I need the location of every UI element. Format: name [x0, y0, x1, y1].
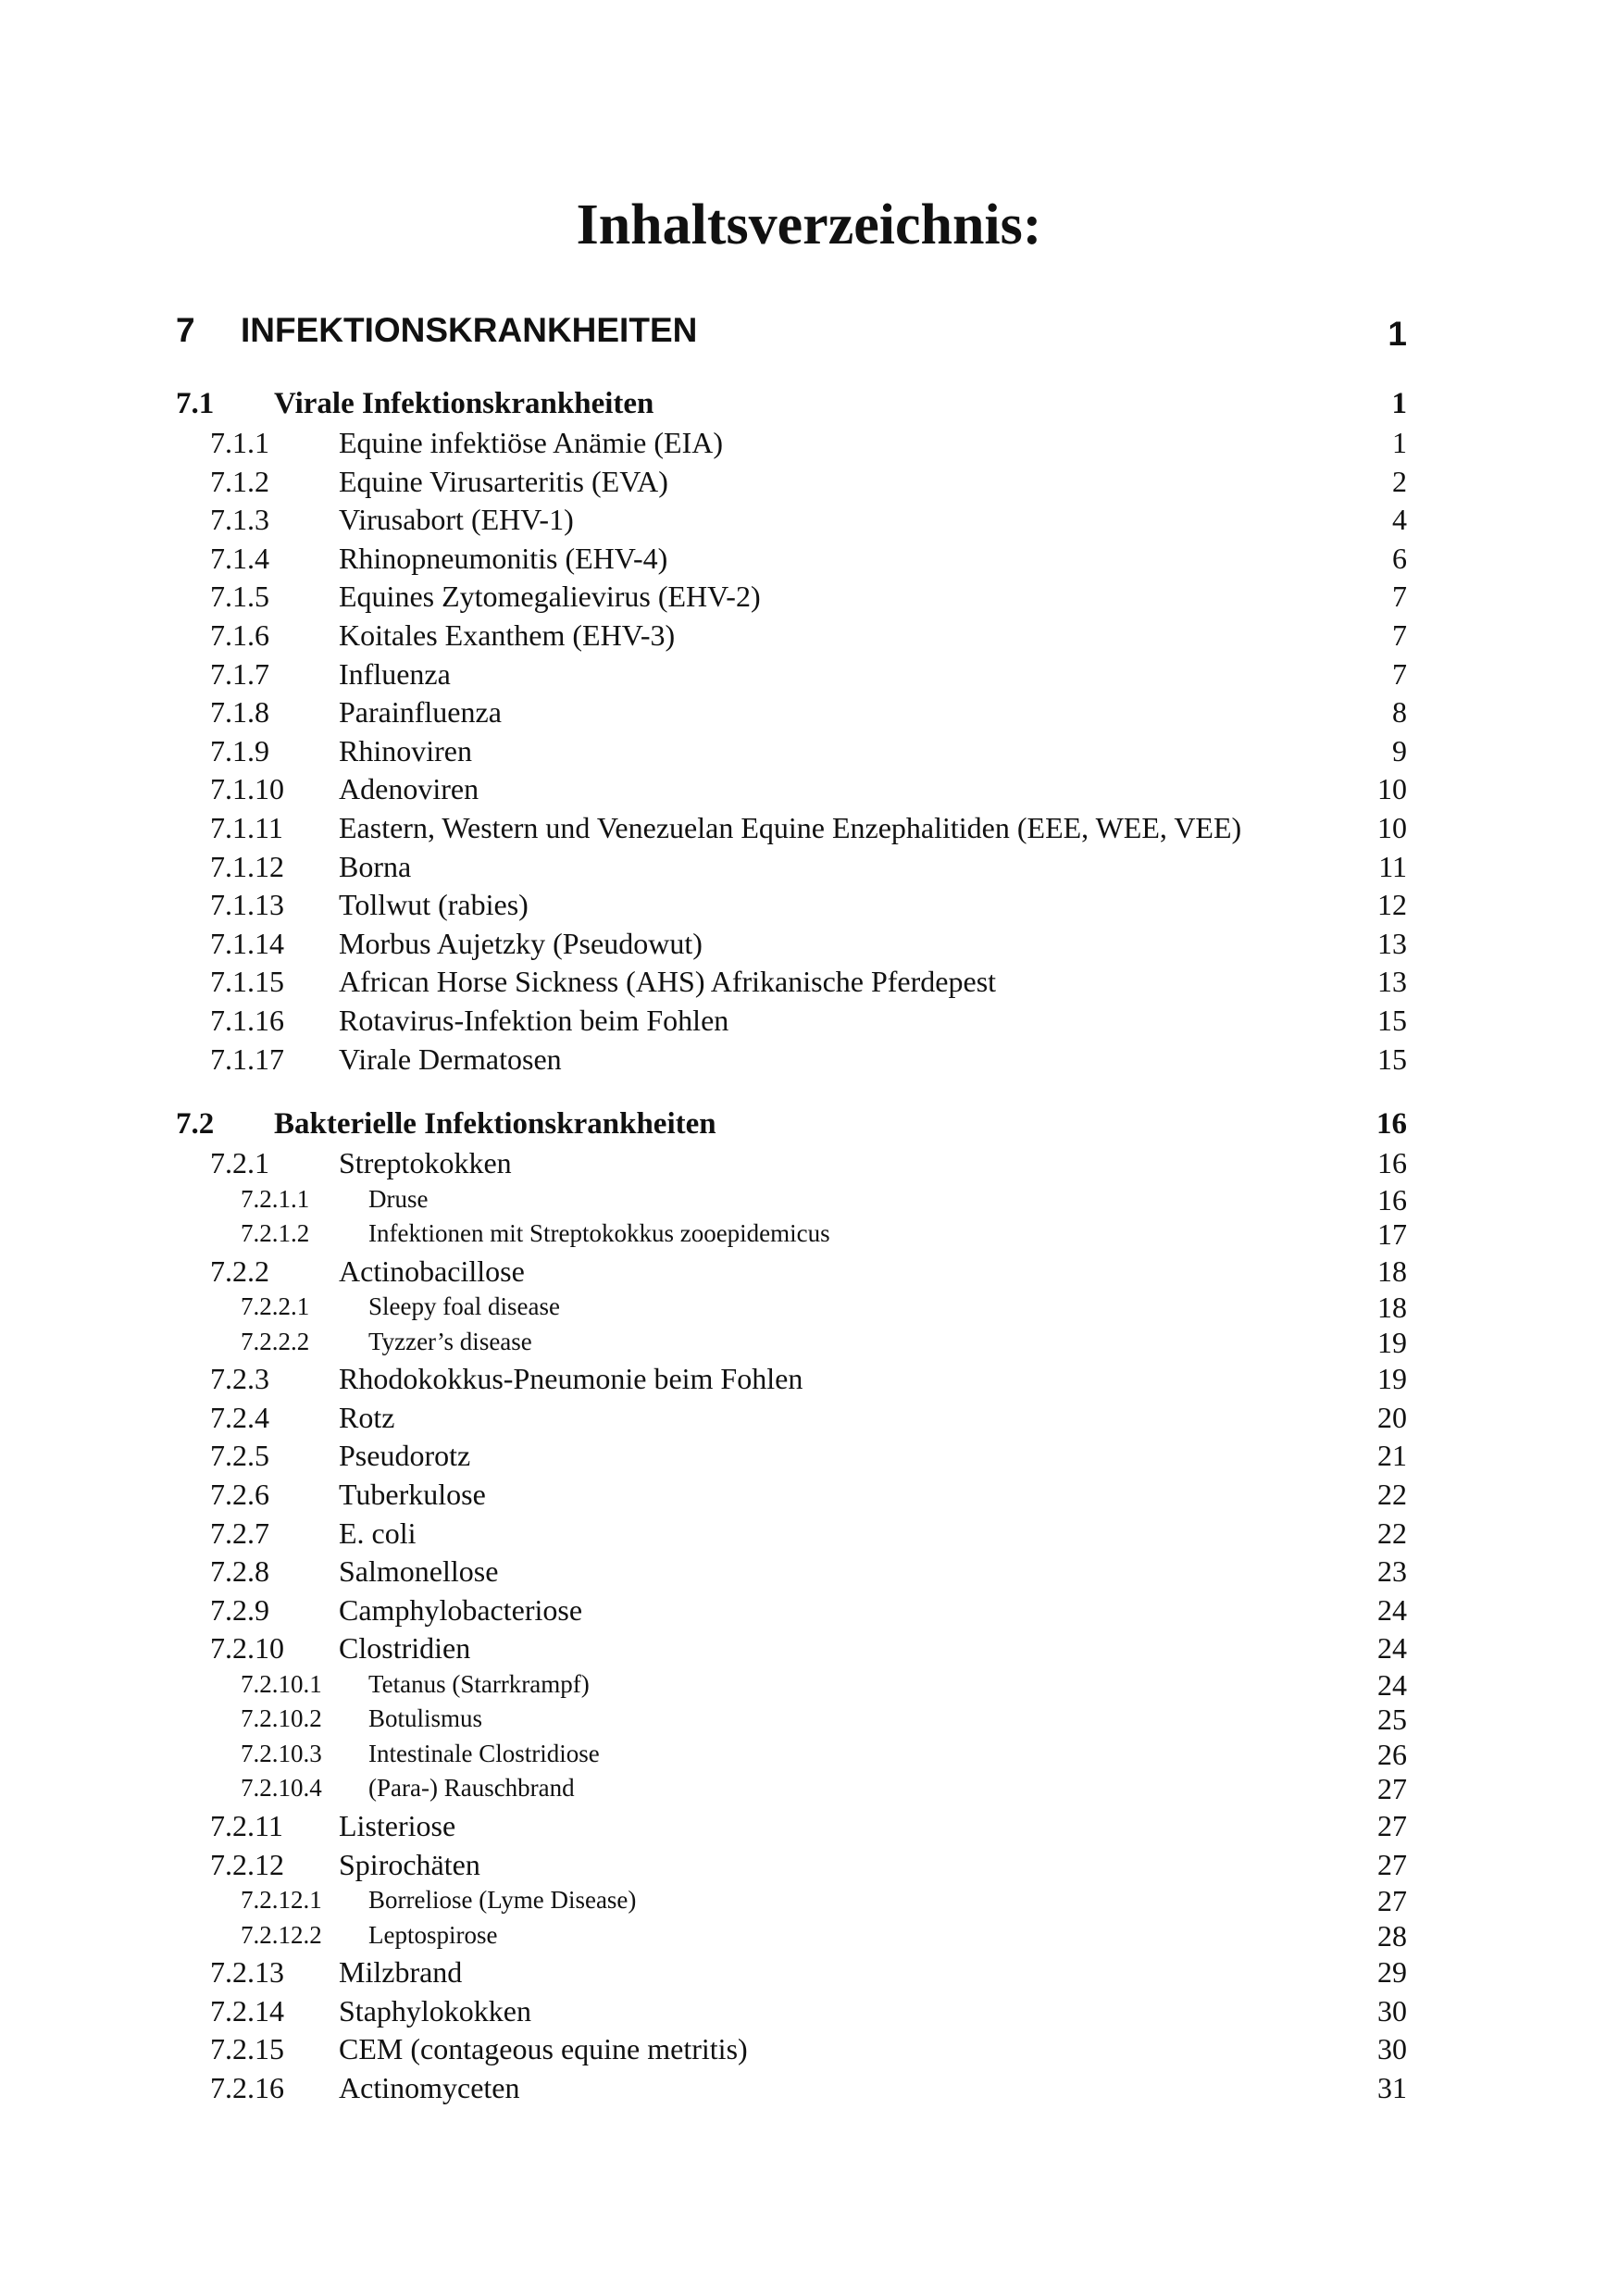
toc-entry — [176, 1439, 1407, 1478]
entry-title: Spirochäten — [339, 1847, 480, 1881]
entry-page: 24 — [1377, 1631, 1407, 1666]
entry-number: 7.2.11 — [210, 1808, 283, 1842]
toc-entry — [176, 965, 1407, 1004]
entry-page: 1 — [1392, 426, 1407, 459]
entry-page: 17 — [1377, 1217, 1407, 1252]
toc-entry — [176, 1886, 1407, 1921]
entry-page: 23 — [1377, 1554, 1407, 1589]
entry-number: 7.2.1 — [210, 1146, 269, 1179]
entry-number: 7.2.2.2 — [241, 1327, 310, 1355]
entry-number: 7.2.10.1 — [241, 1669, 322, 1698]
entry-number: 7.1.14 — [210, 926, 284, 960]
entry-number: 7.1.15 — [210, 965, 284, 999]
entry-title: African Horse Sickness (AHS) Afrikanische Pferdepest — [339, 965, 997, 999]
toc-entry — [176, 1848, 1407, 1887]
toc-entry — [176, 1254, 1407, 1293]
toc-entry — [176, 1955, 1407, 1994]
toc-entry — [176, 1146, 1407, 1185]
entry-page: 27 — [1377, 1772, 1407, 1806]
section-page: 1 — [1391, 387, 1407, 420]
entry-page: 6 — [1392, 541, 1407, 575]
entry-page: 22 — [1377, 1477, 1407, 1511]
toc-entry — [176, 1219, 1407, 1254]
toc-entry — [176, 927, 1407, 966]
entry-page: 27 — [1377, 1884, 1407, 1918]
entry-title: Tollwut (rabies) — [339, 888, 529, 922]
toc-entry — [176, 618, 1407, 657]
toc-entry — [176, 503, 1407, 542]
entry-page: 27 — [1377, 1847, 1407, 1881]
entry-title: Sleepy foal disease — [368, 1292, 560, 1321]
toc-entry — [176, 1004, 1407, 1042]
toc-entry — [176, 1478, 1407, 1516]
toc-entry — [176, 1774, 1407, 1809]
toc-entry — [176, 1593, 1407, 1632]
entry-title: Tuberkulose — [339, 1477, 486, 1511]
entry-page: 27 — [1377, 1808, 1407, 1842]
entry-title: Borreliose (Lyme Disease) — [368, 1886, 637, 1915]
entry-title: Camphylobacteriose — [339, 1592, 583, 1627]
toc-entry — [176, 1516, 1407, 1555]
entry-number: 7.2.10.3 — [241, 1739, 322, 1767]
entry-title: Equine infektiöse Anämie (EIA) — [339, 426, 723, 459]
entry-title: Botulismus — [368, 1704, 483, 1733]
entry-page: 16 — [1377, 1146, 1407, 1179]
entry-title: Clostridien — [339, 1631, 471, 1666]
entry-page: 24 — [1377, 1667, 1407, 1702]
entry-title: Rhinoviren — [339, 733, 472, 767]
entry-page: 19 — [1377, 1362, 1407, 1396]
toc-entry — [176, 1292, 1407, 1328]
entry-page: 11 — [1378, 849, 1407, 883]
entry-number: 7.1.4 — [210, 541, 269, 575]
toc-entry — [176, 811, 1407, 850]
entry-title: Virale Dermatosen — [339, 1042, 562, 1076]
toc-entry — [176, 426, 1407, 465]
entry-page: 20 — [1377, 1400, 1407, 1434]
chapter-page: 1 — [1388, 315, 1407, 353]
entry-number: 7.2.12.2 — [241, 1920, 322, 1949]
entry-page: 7 — [1392, 656, 1407, 691]
toc-entry — [176, 580, 1407, 618]
entry-page: 28 — [1377, 1918, 1407, 1953]
page-title: Inhaltsverzeichnis: — [576, 193, 1042, 256]
toc-section-bacterial — [176, 1107, 1407, 2110]
entry-title: Intestinale Clostridiose — [368, 1739, 600, 1767]
entry-page: 31 — [1377, 2070, 1407, 2104]
toc-entry — [176, 1401, 1407, 1440]
entry-title: Rhodokokkus-Pneumonie beim Fohlen — [339, 1362, 803, 1396]
toc-entry — [176, 1737, 1407, 1775]
toc-entry — [176, 1325, 1407, 1363]
entry-title: Actinobacillose — [339, 1254, 525, 1288]
entry-number: 7.1.3 — [210, 503, 269, 537]
entry-title: Koitales Exanthem (EHV-3) — [339, 618, 676, 652]
chapter-number: 7 — [176, 311, 195, 349]
entry-title: Equine Virusarteritis (EVA) — [339, 464, 668, 498]
entry-title: Rhinopneumonitis (EHV-4) — [339, 541, 668, 575]
entry-number: 7.1.2 — [210, 464, 269, 498]
entry-title: Virusabort (EHV-1) — [339, 503, 574, 537]
entry-title: Rotavirus-Infektion beim Fohlen — [339, 1003, 729, 1037]
entry-page: 18 — [1377, 1291, 1407, 1325]
entry-title: Infektionen mit Streptokokkus zooepidemicus — [368, 1219, 830, 1248]
section-number: 7.2 — [176, 1107, 215, 1141]
toc-entry — [176, 2032, 1407, 2071]
toc-entry — [176, 1809, 1407, 1848]
entry-title: Rotz — [339, 1400, 395, 1434]
toc-entry — [176, 657, 1407, 696]
toc-entry — [176, 1631, 1407, 1670]
toc-entry — [176, 888, 1407, 927]
toc-section-viral — [176, 387, 1407, 1080]
entry-page: 9 — [1392, 733, 1407, 767]
entry-title: Borna — [339, 849, 412, 883]
entry-page: 25 — [1377, 1703, 1407, 1737]
entry-number: 7.2.2 — [210, 1254, 269, 1288]
entry-title: Parainfluenza — [339, 695, 502, 730]
section-number: 7.1 — [176, 387, 215, 420]
entry-number: 7.1.1 — [210, 426, 269, 459]
entry-title: Eastern, Western und Venezuelan Equine Enzephalitiden (EEE, WEE, VEE) — [339, 810, 1242, 844]
entry-number: 7.2.8 — [210, 1554, 269, 1589]
entry-title: Equines Zytomegalievirus (EHV-2) — [339, 580, 761, 614]
entry-title: (Para-) Rauschbrand — [368, 1774, 575, 1803]
entry-number: 7.2.10 — [210, 1631, 284, 1666]
entry-page: 2 — [1392, 464, 1407, 498]
entry-number: 7.2.16 — [210, 2070, 284, 2104]
entry-number: 7.2.1.2 — [241, 1219, 310, 1248]
section-page: 16 — [1376, 1107, 1407, 1141]
entry-title: Actinomyceten — [339, 2070, 520, 2104]
entry-number: 7.2.6 — [210, 1477, 269, 1511]
entry-number: 7.1.7 — [210, 656, 269, 691]
toc-entry — [176, 695, 1407, 734]
toc-entry — [176, 1554, 1407, 1593]
entry-page: 18 — [1377, 1254, 1407, 1288]
entry-page: 30 — [1377, 2032, 1407, 2066]
entry-title: Salmonellose — [339, 1554, 499, 1589]
entry-page: 4 — [1392, 503, 1407, 537]
entry-title: CEM (contageous equine metritis) — [339, 2032, 748, 2066]
entry-number: 7.2.15 — [210, 2032, 284, 2066]
entry-page: 16 — [1377, 1182, 1407, 1217]
toc-entry — [176, 2071, 1407, 2110]
entry-page: 24 — [1377, 1592, 1407, 1627]
entry-number: 7.1.12 — [210, 849, 284, 883]
entry-number: 7.1.10 — [210, 772, 284, 806]
entry-number: 7.1.5 — [210, 580, 269, 614]
entry-title: Tetanus (Starrkrampf) — [368, 1669, 590, 1698]
entry-title: Influenza — [339, 656, 451, 691]
entry-page: 29 — [1377, 1955, 1407, 1990]
entry-title: Staphylokokken — [339, 1993, 531, 2028]
entry-title: Morbus Aujetzky (Pseudowut) — [339, 926, 703, 960]
entry-number: 7.1.9 — [210, 733, 269, 767]
entry-page: 8 — [1392, 695, 1407, 730]
entry-number: 7.2.3 — [210, 1362, 269, 1396]
toc-entry — [176, 1704, 1407, 1740]
entry-page: 30 — [1377, 1993, 1407, 2028]
entry-page: 7 — [1392, 618, 1407, 652]
toc-entry — [176, 850, 1407, 889]
toc-entry — [176, 1918, 1407, 1956]
entry-page: 22 — [1377, 1516, 1407, 1550]
entry-title: E. coli — [339, 1516, 417, 1550]
entry-title: Tyzzer’s disease — [368, 1327, 532, 1355]
entry-page: 12 — [1377, 888, 1407, 922]
entry-title: Milzbrand — [339, 1955, 463, 1990]
entry-number: 7.1.8 — [210, 695, 269, 730]
entry-number: 7.1.17 — [210, 1042, 284, 1076]
entry-number: 7.2.12 — [210, 1847, 284, 1881]
entry-number: 7.2.9 — [210, 1592, 269, 1627]
entry-number: 7.1.13 — [210, 888, 284, 922]
entry-page: 15 — [1377, 1003, 1407, 1037]
toc-section-heading — [176, 1107, 1407, 1146]
chapter-title: INFEKTIONSKRANKHEITEN — [241, 311, 698, 349]
toc-entry — [176, 1362, 1407, 1401]
toc-entry — [176, 1042, 1407, 1081]
entry-page: 13 — [1377, 926, 1407, 960]
entry-title: Pseudorotz — [339, 1439, 471, 1473]
entry-number: 7.2.7 — [210, 1516, 269, 1550]
entry-page: 13 — [1377, 965, 1407, 999]
toc-entry — [176, 772, 1407, 811]
entry-title: Leptospirose — [368, 1920, 498, 1949]
toc-entry — [176, 465, 1407, 504]
entry-title: Adenoviren — [339, 772, 479, 806]
section-title: Virale Infektionskrankheiten — [274, 387, 654, 420]
entry-title: Druse — [368, 1184, 429, 1213]
toc-chapter — [176, 302, 1407, 357]
entry-page: 15 — [1377, 1042, 1407, 1076]
entry-number: 7.1.11 — [210, 810, 283, 844]
entry-number: 7.1.16 — [210, 1003, 284, 1037]
entry-number: 7.2.12.1 — [241, 1886, 322, 1915]
entry-page: 21 — [1377, 1439, 1407, 1473]
entry-page: 10 — [1377, 810, 1407, 844]
entry-number: 7.2.13 — [210, 1955, 284, 1990]
entry-page: 7 — [1392, 580, 1407, 614]
section-title: Bakterielle Infektionskrankheiten — [274, 1107, 716, 1141]
entry-number: 7.1.6 — [210, 618, 269, 652]
entry-number: 7.2.5 — [210, 1439, 269, 1473]
toc-entry — [176, 1182, 1407, 1220]
entry-number: 7.2.14 — [210, 1993, 284, 2028]
entry-page: 10 — [1377, 772, 1407, 806]
entry-number: 7.2.1.1 — [241, 1184, 310, 1213]
entry-title: Streptokokken — [339, 1146, 512, 1179]
toc-entry — [176, 1994, 1407, 2033]
entry-number: 7.2.10.2 — [241, 1704, 322, 1733]
toc-section-heading — [176, 387, 1407, 426]
toc-entry — [176, 542, 1407, 580]
entry-number: 7.2.10.4 — [241, 1774, 322, 1803]
entry-title: Listeriose — [339, 1808, 456, 1842]
toc-entry — [176, 1667, 1407, 1705]
entry-page: 19 — [1377, 1325, 1407, 1359]
toc-entry — [176, 734, 1407, 773]
entry-page: 26 — [1377, 1737, 1407, 1771]
entry-number: 7.2.4 — [210, 1400, 269, 1434]
entry-number: 7.2.2.1 — [241, 1292, 310, 1321]
